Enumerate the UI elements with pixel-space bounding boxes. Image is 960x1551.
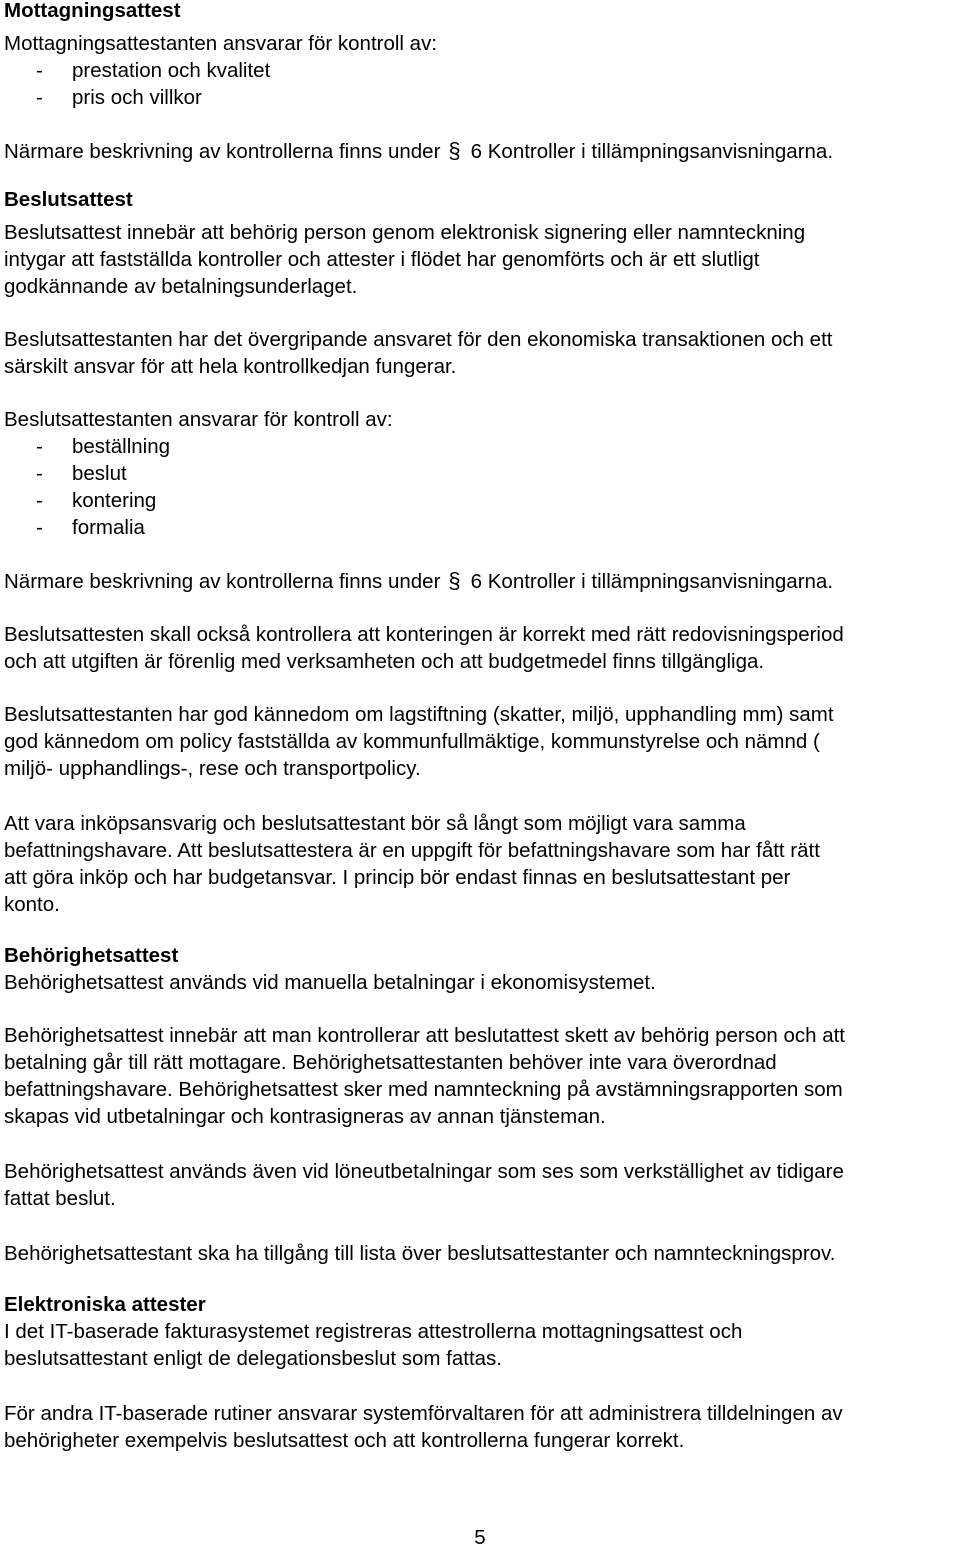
page-number: 5 [474, 1526, 486, 1549]
reference-line: Närmare beskrivning av kontrollerna finns under § 6 Kontroller i tillämpningsanvisningarna. [4, 568, 834, 593]
list-item: - beställning [36, 435, 171, 458]
reference-line: Närmare beskrivning av kontrollerna finns under § 6 Kontroller i tillämpningsanvisningarna. [4, 138, 834, 163]
paragraph-line: Behörighetsattest innebär att man kontrollerar att beslutattest skett av behörig person och att [4, 1024, 845, 1047]
list-item: - beslut [36, 462, 127, 485]
paragraph-line: Behörighetsattest används även vid löneutbetalningar som ses som verkställighet av tidigare [4, 1160, 844, 1183]
list-item: - prestation och kvalitet [36, 59, 271, 82]
list-item: - kontering [36, 489, 157, 512]
paragraph-line: skapas vid utbetalningar och kontrasigneras av annan tjänsteman. [4, 1105, 606, 1128]
list-item: - pris och villkor [36, 86, 202, 109]
mottagning-intro: Mottagningsattestanten ansvarar för kontroll av: [4, 32, 438, 55]
section-symbol: § [448, 568, 461, 593]
paragraph-line: Beslutsattestanten har god kännedom om lagstiftning (skatter, miljö, upphandling mm) samt [4, 703, 834, 726]
paragraph-line: särskilt ansvar för att hela kontrollkedjan fungerar. [4, 355, 457, 378]
paragraph-line: och att utgiften är förenlig med verksamheten och att budgetmedel finns tillgängliga. [4, 650, 765, 673]
heading-elektroniska-attester: Elektroniska attester [4, 1293, 206, 1316]
paragraph-line: beslutsattestant enligt de delegationsbeslut som fattas. [4, 1347, 503, 1370]
paragraph-line: Beslutsattest innebär att behörig person genom elektronisk signering eller namnteckning [4, 221, 806, 244]
paragraph-line: Beslutsattesten skall också kontrollera att konteringen är korrekt med rätt redovisningsperiod [4, 623, 844, 646]
paragraph-line: Behörighetsattestant ska ha tillgång till lista över beslutsattestanter och namnteckningsprov. [4, 1242, 836, 1265]
beslut-intro: Beslutsattestanten ansvarar för kontroll av: [4, 408, 393, 431]
heading-behorighetsattest: Behörighetsattest [4, 944, 179, 967]
paragraph-line: betalning går till rätt mottagare. Behörighetsattestanten behöver inte vara överordnad [4, 1051, 777, 1074]
paragraph-line: Beslutsattestanten har det övergripande ansvaret för den ekonomiska transaktionen och ett [4, 328, 833, 351]
paragraph-line: befattningshavare. Att beslutsattestera är en uppgift för befattningshavare som har fått rätt [4, 839, 820, 862]
paragraph-line: behörigheter exempelvis beslutsattest och att kontrollerna fungerar korrekt. [4, 1429, 685, 1452]
paragraph-line: godkännande av betalningsunderlaget. [4, 275, 358, 298]
paragraph-line: konto. [4, 893, 60, 916]
document-page [4, 0, 956, 1454]
heading-mottagningsattest: Mottagningsattest [4, 0, 181, 22]
paragraph-line: god kännedom om policy fastställda av kommunfullmäktige, kommunstyrelse och nämnd ( [4, 730, 820, 753]
paragraph-line: Behörighetsattest används vid manuella betalningar i ekonomisystemet. [4, 971, 656, 994]
paragraph-line: befattningshavare. Behörighetsattest sker med namnteckning på avstämningsrapporten som [4, 1078, 843, 1101]
paragraph-line: För andra IT-baserade rutiner ansvarar systemförvaltaren för att administrera tilldelningen av [4, 1402, 843, 1425]
heading-beslutsattest: Beslutsattest [4, 188, 133, 211]
paragraph-line: intygar att fastställda kontroller och attester i flödet har genomförts och är ett slutligt [4, 248, 760, 271]
paragraph-line: fattat beslut. [4, 1187, 116, 1210]
paragraph-line: I det IT-baserade fakturasystemet registreras attestrollerna mottagningsattest och [4, 1320, 743, 1343]
paragraph-line: Att vara inköpsansvarig och beslutsattestant bör så långt som möjligt vara samma [4, 812, 746, 835]
section-symbol: § [448, 138, 461, 163]
paragraph-line: att göra inköp och har budgetansvar. I princip bör endast finnas en beslutsattestant per [4, 866, 791, 889]
paragraph-line: miljö- upphandlings-, rese och transportpolicy. [4, 757, 421, 780]
list-item: - formalia [36, 516, 145, 539]
